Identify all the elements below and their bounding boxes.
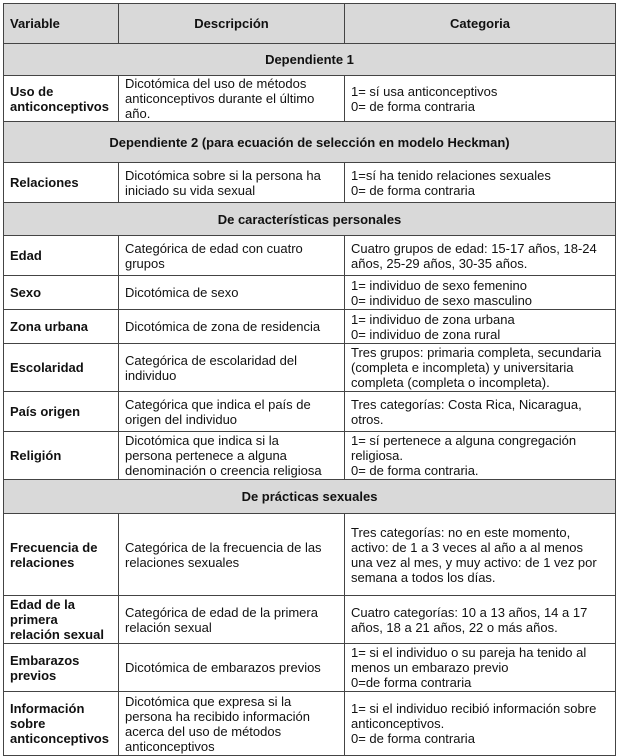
variable-cell: Uso de anticonceptivos [4, 76, 119, 122]
section-title: Dependiente 2 (para ecuación de selección en modelo Heckman) [4, 122, 616, 163]
table-row [4, 310, 616, 344]
categoria-cell: Tres categorías: Costa Rica, Nicaragua, otros. [345, 392, 616, 432]
descripcion-cell: Categórica de edad con cuatro grupos [119, 236, 345, 276]
descripcion-cell: Categórica de edad de la primera relación sexual [119, 596, 345, 644]
variable-cell: Sexo [4, 276, 119, 310]
variable-cell: País origen [4, 392, 119, 432]
section-row [4, 480, 616, 514]
categoria-cell: 1= sí pertenece a alguna congregación religiosa. 0= de forma contraria. [345, 432, 616, 480]
variable-cell: Información sobre anticonceptivos [4, 692, 119, 756]
table-row [4, 692, 616, 756]
categoria-cell: 1= individuo de sexo femenino 0= individuo de sexo masculino [345, 276, 616, 310]
descripcion-cell: Dicotómica sobre si la persona ha iniciado su vida sexual [119, 163, 345, 203]
descripcion-cell: Categórica que indica el país de origen del individuo [119, 392, 345, 432]
header-descripcion: Descripción [119, 4, 345, 44]
descripcion-cell: Dicotómica de sexo [119, 276, 345, 310]
categoria-cell: Tres grupos: primaria completa, secundaria (completa e incompleta) y universitaria completa (completa o incompleta). [345, 344, 616, 392]
section-row [4, 203, 616, 236]
descripcion-cell: Dicotómica de embarazos previos [119, 644, 345, 692]
table-row [4, 236, 616, 276]
variable-cell: Edad de la primera relación sexual [4, 596, 119, 644]
table-row [4, 344, 616, 392]
variable-cell: Escolaridad [4, 344, 119, 392]
descripcion-cell: Dicotómica de zona de residencia [119, 310, 345, 344]
section-row [4, 44, 616, 76]
variable-cell: Religión [4, 432, 119, 480]
categoria-cell: 1= si el individuo o su pareja ha tenido al menos un embarazo previo 0=de forma contraria [345, 644, 616, 692]
descripcion-cell: Dicotómica que expresa si la persona ha recibido información acerca del uso de métodos anticonceptivos [119, 692, 345, 756]
section-title: Dependiente 1 [4, 44, 616, 76]
table-row [4, 644, 616, 692]
section-title: De características personales [4, 203, 616, 236]
table-row [4, 514, 616, 596]
descripcion-cell: Categórica de la frecuencia de las relaciones sexuales [119, 514, 345, 596]
table-row [4, 392, 616, 432]
categoria-cell: Cuatro categorías: 10 a 13 años, 14 a 17 años, 18 a 21 años, 22 o más años. [345, 596, 616, 644]
variable-cell: Frecuencia de relaciones [4, 514, 119, 596]
table-row [4, 163, 616, 203]
variable-cell: Zona urbana [4, 310, 119, 344]
table-row [4, 276, 616, 310]
categoria-cell: 1=sí ha tenido relaciones sexuales 0= de forma contraria [345, 163, 616, 203]
header-categoria: Categoria [345, 4, 616, 44]
descripcion-cell: Categórica de escolaridad del individuo [119, 344, 345, 392]
section-row [4, 122, 616, 163]
variables-table [3, 3, 616, 756]
variable-cell: Relaciones [4, 163, 119, 203]
table-row [4, 432, 616, 480]
categoria-cell: 1= sí usa anticonceptivos 0= de forma contraria [345, 76, 616, 122]
table-row [4, 596, 616, 644]
table-row [4, 76, 616, 122]
categoria-cell: 1= individuo de zona urbana 0= individuo de zona rural [345, 310, 616, 344]
descripcion-cell: Dicotómica que indica si la persona pertenece a alguna denominación o creencia religiosa [119, 432, 345, 480]
categoria-cell: 1= si el individuo recibió información sobre anticonceptivos. 0= de forma contraria [345, 692, 616, 756]
descripcion-cell: Dicotómica del uso de métodos anticonceptivos durante el último año. [119, 76, 345, 122]
categoria-cell: Cuatro grupos de edad: 15-17 años, 18-24 años, 25-29 años, 30-35 años. [345, 236, 616, 276]
categoria-cell: Tres categorías: no en este momento, activo: de 1 a 3 veces al año a al menos una vez al mes, y muy activo: de 1 vez por semana a todos los días. [345, 514, 616, 596]
variable-cell: Edad [4, 236, 119, 276]
variable-cell: Embarazos previos [4, 644, 119, 692]
header-row [4, 4, 616, 44]
header-variable: Variable [4, 4, 119, 44]
section-title: De prácticas sexuales [4, 480, 616, 514]
